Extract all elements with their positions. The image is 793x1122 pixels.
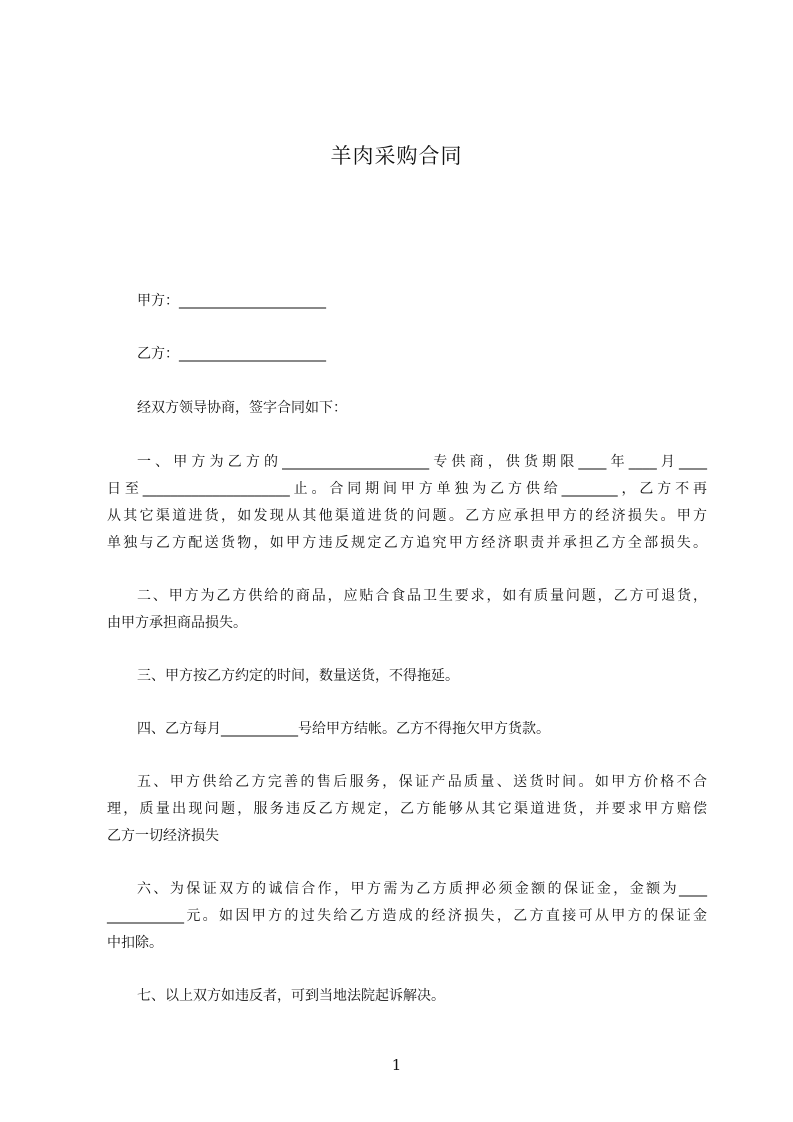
clause-1-line-1: 一、甲方为乙方的_____________________专供商，供货期限____年____月____ <box>137 454 707 470</box>
document-title: 羊肉采购合同 <box>330 144 463 168</box>
party-a-line: 甲方：_____________________ <box>137 293 326 309</box>
clause-2-line-2: 由甲方承担商品损失。 <box>107 615 247 631</box>
clause-5-line-2: 理，质量出现问题，服务违反乙方规定，乙方能够从其它渠道进货，并要求甲方赔偿 <box>107 801 707 817</box>
clause-1-line-4: 单独与乙方配送货物，如甲方违反规定乙方追究甲方经济职责并承担乙方全部损失。 <box>107 535 707 551</box>
clause-2-line-1: 二、甲方为乙方供给的商品，应贴合食品卫生要求，如有质量问题，乙方可退货， <box>137 588 707 604</box>
party-b-line: 乙方：_____________________ <box>137 346 326 362</box>
clause-5-line-3: 乙方一切经济损失 <box>107 828 219 844</box>
clause-6-line-2: ___________元。如因甲方的过失给乙方造成的经济损失，乙方直接可从甲方的保证金 <box>107 908 707 924</box>
clause-4-line: 四、乙方每月___________号给甲方结帐。乙方不得拖欠甲方货款。 <box>137 721 550 737</box>
clause-3-line: 三、甲方按乙方约定的时间，数量送货，不得拖延。 <box>137 668 459 684</box>
clause-6-line-1: 六、为保证双方的诚信合作，甲方需为乙方质押必须金额的保证金，金额为____ <box>137 881 707 897</box>
clause-7-line: 七、以上双方如违反者，可到当地法院起诉解决。 <box>137 988 445 1004</box>
clause-6-line-3: 中扣除。 <box>107 935 163 951</box>
intro-line: 经双方领导协商，签字合同如下： <box>137 400 347 416</box>
clause-1-line-2: 日至_____________________止。合同期间甲方单独为乙方供给________，乙方不再 <box>107 481 707 497</box>
clause-5-line-1: 五、甲方供给乙方完善的售后服务，保证产品质量、送货时间。如甲方价格不合 <box>137 774 707 790</box>
page-number: 1 <box>391 1056 402 1074</box>
clause-1-line-3: 从其它渠道进货，如发现从其他渠道进货的问题。乙方应承担甲方的经济损失。甲方 <box>107 508 707 524</box>
